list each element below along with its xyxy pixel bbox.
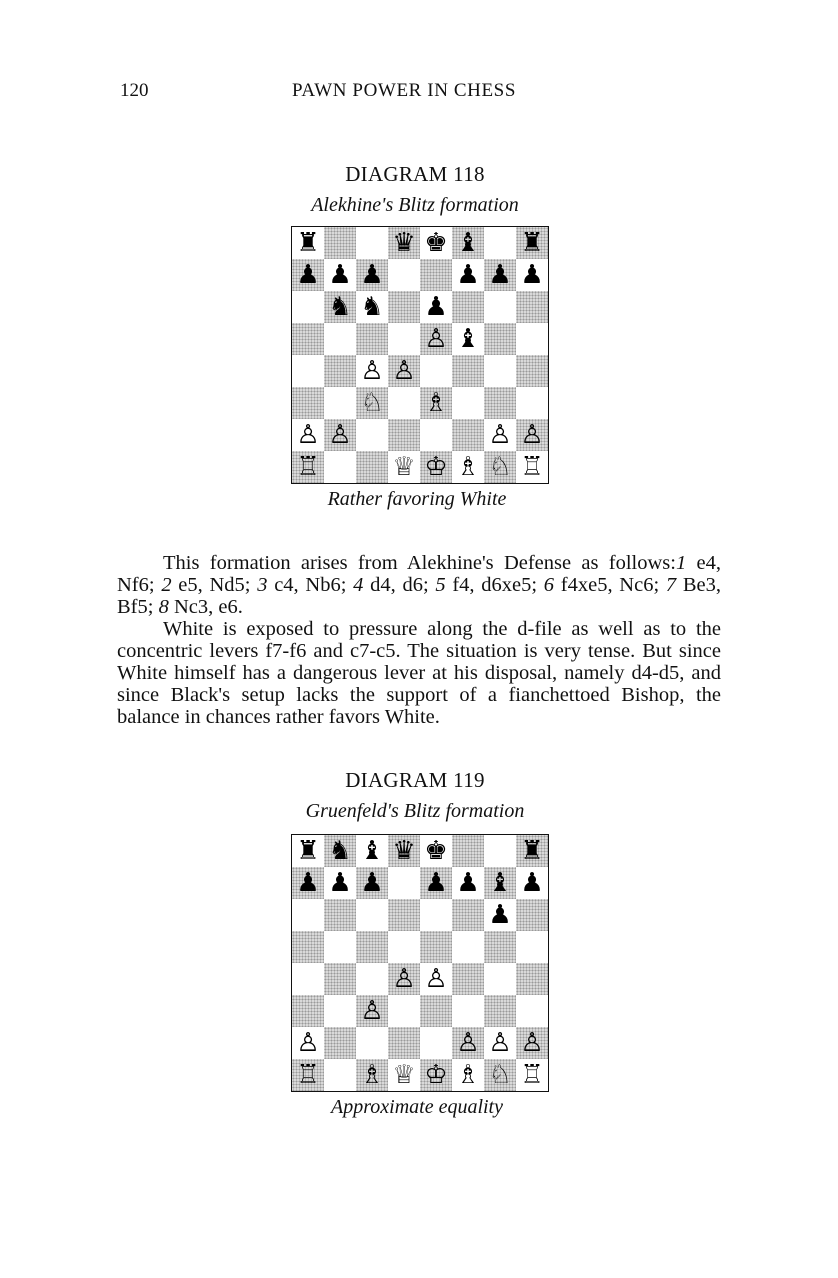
board-square bbox=[516, 323, 548, 355]
text-run: f4, d6xe5; bbox=[445, 574, 544, 596]
black-pawn-icon: ♟ bbox=[456, 868, 480, 898]
board-square bbox=[484, 387, 516, 419]
board-square bbox=[388, 995, 420, 1027]
board-square bbox=[356, 355, 388, 387]
white-king-icon: ♔ bbox=[424, 452, 448, 482]
board-square bbox=[388, 835, 420, 867]
board-square bbox=[420, 931, 452, 963]
white-pawn-icon: ♙ bbox=[392, 964, 416, 994]
board-square bbox=[388, 867, 420, 899]
board-square bbox=[324, 259, 356, 291]
board-square bbox=[516, 1027, 548, 1059]
white-rook-icon: ♖ bbox=[296, 1060, 320, 1090]
board-square bbox=[452, 1059, 484, 1091]
white-pawn-icon: ♙ bbox=[296, 1028, 320, 1058]
board-square bbox=[452, 227, 484, 259]
white-queen-icon: ♕ bbox=[392, 452, 416, 482]
board-square bbox=[516, 931, 548, 963]
white-pawn-icon: ♙ bbox=[520, 420, 544, 450]
board-square bbox=[484, 259, 516, 291]
board-square bbox=[484, 963, 516, 995]
move-number: 7 bbox=[665, 574, 677, 596]
board-square bbox=[484, 835, 516, 867]
running-title: PAWN POWER IN CHESS bbox=[292, 80, 517, 101]
board-square bbox=[292, 835, 324, 867]
board-square bbox=[484, 995, 516, 1027]
board-square bbox=[452, 419, 484, 451]
black-rook-icon: ♜ bbox=[520, 836, 544, 866]
board-square bbox=[516, 227, 548, 259]
black-rook-icon: ♜ bbox=[296, 836, 320, 866]
black-king-icon: ♚ bbox=[424, 228, 448, 258]
board-square bbox=[324, 899, 356, 931]
board-square bbox=[292, 451, 324, 483]
page-number: 120 bbox=[120, 80, 149, 101]
white-rook-icon: ♖ bbox=[520, 452, 544, 482]
board-square bbox=[292, 899, 324, 931]
board-square bbox=[292, 995, 324, 1027]
board-square bbox=[292, 1027, 324, 1059]
board-square bbox=[388, 451, 420, 483]
text-run: c4, Nb6; bbox=[267, 574, 354, 596]
text-run: Be3, Bf5; bbox=[117, 574, 721, 618]
white-pawn-icon: ♙ bbox=[456, 1028, 480, 1058]
board-square bbox=[388, 419, 420, 451]
board-square bbox=[292, 259, 324, 291]
board-square bbox=[484, 323, 516, 355]
board-square bbox=[324, 387, 356, 419]
board-square bbox=[324, 227, 356, 259]
board-square bbox=[324, 931, 356, 963]
text-run: This formation arises from Alekhine's Defense as follows: bbox=[163, 552, 676, 574]
board-square bbox=[484, 291, 516, 323]
board-square bbox=[324, 1027, 356, 1059]
board-square bbox=[420, 899, 452, 931]
black-pawn-icon: ♟ bbox=[520, 260, 544, 290]
board-square bbox=[420, 355, 452, 387]
board-square bbox=[484, 227, 516, 259]
white-pawn-icon: ♙ bbox=[296, 420, 320, 450]
paragraph bbox=[117, 552, 721, 618]
board-square bbox=[452, 355, 484, 387]
page-header bbox=[120, 80, 550, 106]
board-square bbox=[388, 323, 420, 355]
move-number: 1 bbox=[675, 552, 687, 574]
body-text bbox=[117, 552, 721, 728]
move-number: 4 bbox=[353, 574, 364, 596]
board-square bbox=[452, 835, 484, 867]
black-pawn-icon: ♟ bbox=[328, 868, 352, 898]
board-square bbox=[292, 227, 324, 259]
black-pawn-icon: ♟ bbox=[328, 260, 352, 290]
text-run: e5, Nd5; bbox=[171, 574, 258, 596]
board-square bbox=[388, 1059, 420, 1091]
board-square bbox=[292, 323, 324, 355]
black-rook-icon: ♜ bbox=[520, 228, 544, 258]
black-bishop-icon: ♝ bbox=[360, 836, 384, 866]
board-square bbox=[420, 419, 452, 451]
board-square bbox=[452, 323, 484, 355]
board-square bbox=[420, 387, 452, 419]
board-square bbox=[356, 931, 388, 963]
diagram-caption: Approximate equality bbox=[331, 1096, 503, 1118]
board-square bbox=[452, 291, 484, 323]
board-square bbox=[324, 323, 356, 355]
board-square bbox=[420, 1027, 452, 1059]
board-square bbox=[452, 259, 484, 291]
board-square bbox=[452, 931, 484, 963]
board-square bbox=[516, 259, 548, 291]
board-square bbox=[452, 451, 484, 483]
board-square bbox=[324, 995, 356, 1027]
board-square bbox=[388, 355, 420, 387]
black-queen-icon: ♛ bbox=[392, 228, 416, 258]
board-square bbox=[484, 451, 516, 483]
chess-board bbox=[291, 834, 549, 1092]
black-pawn-icon: ♟ bbox=[424, 292, 448, 322]
board-square bbox=[292, 963, 324, 995]
board-square bbox=[324, 963, 356, 995]
board-square bbox=[388, 387, 420, 419]
white-bishop-icon: ♗ bbox=[360, 1060, 384, 1090]
black-king-icon: ♚ bbox=[424, 836, 448, 866]
board-square bbox=[452, 995, 484, 1027]
diagram-119 bbox=[0, 768, 838, 823]
board-square bbox=[356, 227, 388, 259]
white-pawn-icon: ♙ bbox=[424, 324, 448, 354]
board-square bbox=[420, 227, 452, 259]
board-square bbox=[420, 867, 452, 899]
board-square bbox=[388, 1027, 420, 1059]
board-square bbox=[356, 259, 388, 291]
board-square bbox=[516, 387, 548, 419]
board-square bbox=[420, 451, 452, 483]
diagram-118 bbox=[0, 162, 838, 217]
board-square bbox=[324, 835, 356, 867]
black-pawn-icon: ♟ bbox=[360, 260, 384, 290]
diagram-subtitle: Gruenfeld's Blitz formation bbox=[305, 800, 525, 822]
board-square bbox=[292, 931, 324, 963]
white-pawn-icon: ♙ bbox=[488, 1028, 512, 1058]
black-pawn-icon: ♟ bbox=[488, 900, 512, 930]
white-pawn-icon: ♙ bbox=[360, 996, 384, 1026]
move-number: 2 bbox=[161, 574, 172, 596]
text-run: Nc3, e6. bbox=[168, 596, 243, 618]
board-square bbox=[516, 899, 548, 931]
board-square bbox=[484, 419, 516, 451]
text-run: f4xe5, Nc6; bbox=[554, 574, 666, 596]
board-square bbox=[420, 995, 452, 1027]
black-pawn-icon: ♟ bbox=[296, 260, 320, 290]
board-square bbox=[324, 867, 356, 899]
board-square bbox=[356, 291, 388, 323]
board-square bbox=[452, 387, 484, 419]
board-square bbox=[484, 1027, 516, 1059]
black-knight-icon: ♞ bbox=[328, 836, 352, 866]
board-square bbox=[324, 451, 356, 483]
board-square bbox=[452, 867, 484, 899]
board-square bbox=[388, 227, 420, 259]
board-square bbox=[516, 451, 548, 483]
text-run: d4, d6; bbox=[363, 574, 436, 596]
board-square bbox=[356, 387, 388, 419]
move-number: 3 bbox=[257, 574, 268, 596]
black-pawn-icon: ♟ bbox=[488, 260, 512, 290]
board-square bbox=[292, 867, 324, 899]
board-square bbox=[356, 1059, 388, 1091]
diagram-subtitle: Alekhine's Blitz formation bbox=[311, 194, 519, 216]
board-square bbox=[516, 995, 548, 1027]
board-square bbox=[292, 355, 324, 387]
move-number: 8 bbox=[158, 596, 169, 618]
board-square bbox=[452, 1027, 484, 1059]
board-square bbox=[324, 419, 356, 451]
black-pawn-icon: ♟ bbox=[296, 868, 320, 898]
board-square bbox=[356, 867, 388, 899]
board-square bbox=[388, 291, 420, 323]
board-square bbox=[516, 867, 548, 899]
white-knight-icon: ♘ bbox=[488, 1060, 512, 1090]
white-rook-icon: ♖ bbox=[296, 452, 320, 482]
board-square bbox=[484, 1059, 516, 1091]
board-square bbox=[420, 291, 452, 323]
black-knight-icon: ♞ bbox=[360, 292, 384, 322]
board-square bbox=[484, 931, 516, 963]
black-bishop-icon: ♝ bbox=[456, 228, 480, 258]
text-run: e4, Nf6; bbox=[117, 552, 722, 596]
diagram-title: DIAGRAM 118 bbox=[345, 162, 485, 186]
board-square bbox=[388, 963, 420, 995]
black-pawn-icon: ♟ bbox=[360, 868, 384, 898]
board-square bbox=[484, 355, 516, 387]
white-pawn-icon: ♙ bbox=[360, 356, 384, 386]
move-number: 5 bbox=[435, 574, 446, 596]
white-pawn-icon: ♙ bbox=[392, 356, 416, 386]
white-king-icon: ♔ bbox=[424, 1060, 448, 1090]
board-square bbox=[356, 1027, 388, 1059]
white-pawn-icon: ♙ bbox=[424, 964, 448, 994]
board-square bbox=[420, 259, 452, 291]
board-square bbox=[516, 355, 548, 387]
black-bishop-icon: ♝ bbox=[456, 324, 480, 354]
white-rook-icon: ♖ bbox=[520, 1060, 544, 1090]
board-square bbox=[420, 835, 452, 867]
white-knight-icon: ♘ bbox=[488, 452, 512, 482]
board-square bbox=[356, 451, 388, 483]
board-square bbox=[292, 1059, 324, 1091]
white-pawn-icon: ♙ bbox=[328, 420, 352, 450]
board-square bbox=[516, 963, 548, 995]
black-pawn-icon: ♟ bbox=[520, 868, 544, 898]
board-square bbox=[356, 899, 388, 931]
black-rook-icon: ♜ bbox=[296, 228, 320, 258]
black-bishop-icon: ♝ bbox=[488, 868, 512, 898]
board-square bbox=[484, 867, 516, 899]
board-square bbox=[388, 931, 420, 963]
white-pawn-icon: ♙ bbox=[520, 1028, 544, 1058]
board-square bbox=[516, 291, 548, 323]
move-number: 6 bbox=[543, 574, 555, 596]
white-bishop-icon: ♗ bbox=[456, 452, 480, 482]
board-square bbox=[324, 355, 356, 387]
board-square bbox=[324, 1059, 356, 1091]
board-square bbox=[356, 963, 388, 995]
white-bishop-icon: ♗ bbox=[424, 388, 448, 418]
board-square bbox=[420, 1059, 452, 1091]
black-pawn-icon: ♟ bbox=[424, 868, 448, 898]
board-square bbox=[516, 835, 548, 867]
board-square bbox=[292, 419, 324, 451]
board-square bbox=[516, 1059, 548, 1091]
diagram-caption: Rather favoring White bbox=[327, 488, 507, 510]
board-square bbox=[356, 835, 388, 867]
board-square bbox=[356, 323, 388, 355]
board-square bbox=[484, 899, 516, 931]
board-square bbox=[420, 323, 452, 355]
chess-board bbox=[291, 226, 549, 484]
board-square bbox=[452, 899, 484, 931]
board-square bbox=[516, 419, 548, 451]
white-pawn-icon: ♙ bbox=[488, 420, 512, 450]
black-queen-icon: ♛ bbox=[392, 836, 416, 866]
board-square bbox=[388, 899, 420, 931]
black-pawn-icon: ♟ bbox=[456, 260, 480, 290]
board-square bbox=[420, 963, 452, 995]
board-square bbox=[388, 259, 420, 291]
board-square bbox=[292, 387, 324, 419]
white-knight-icon: ♘ bbox=[360, 388, 384, 418]
board-square bbox=[324, 291, 356, 323]
board-square bbox=[292, 291, 324, 323]
white-queen-icon: ♕ bbox=[392, 1060, 416, 1090]
board-square bbox=[356, 995, 388, 1027]
board-square bbox=[356, 419, 388, 451]
diagram-title: DIAGRAM 119 bbox=[345, 768, 485, 792]
white-bishop-icon: ♗ bbox=[456, 1060, 480, 1090]
paragraph: White is exposed to pressure along the d-file as well as to the concentric levers f7-f6 and c7-c5. The situation is very tense. But since White himself has a dangerous lever at his disposal, namely d4-d5, and since Black's setup lacks the support of a fianchettoed Bishop, the balance in chances rather favors White. bbox=[117, 618, 721, 728]
black-knight-icon: ♞ bbox=[328, 292, 352, 322]
board-square bbox=[452, 963, 484, 995]
